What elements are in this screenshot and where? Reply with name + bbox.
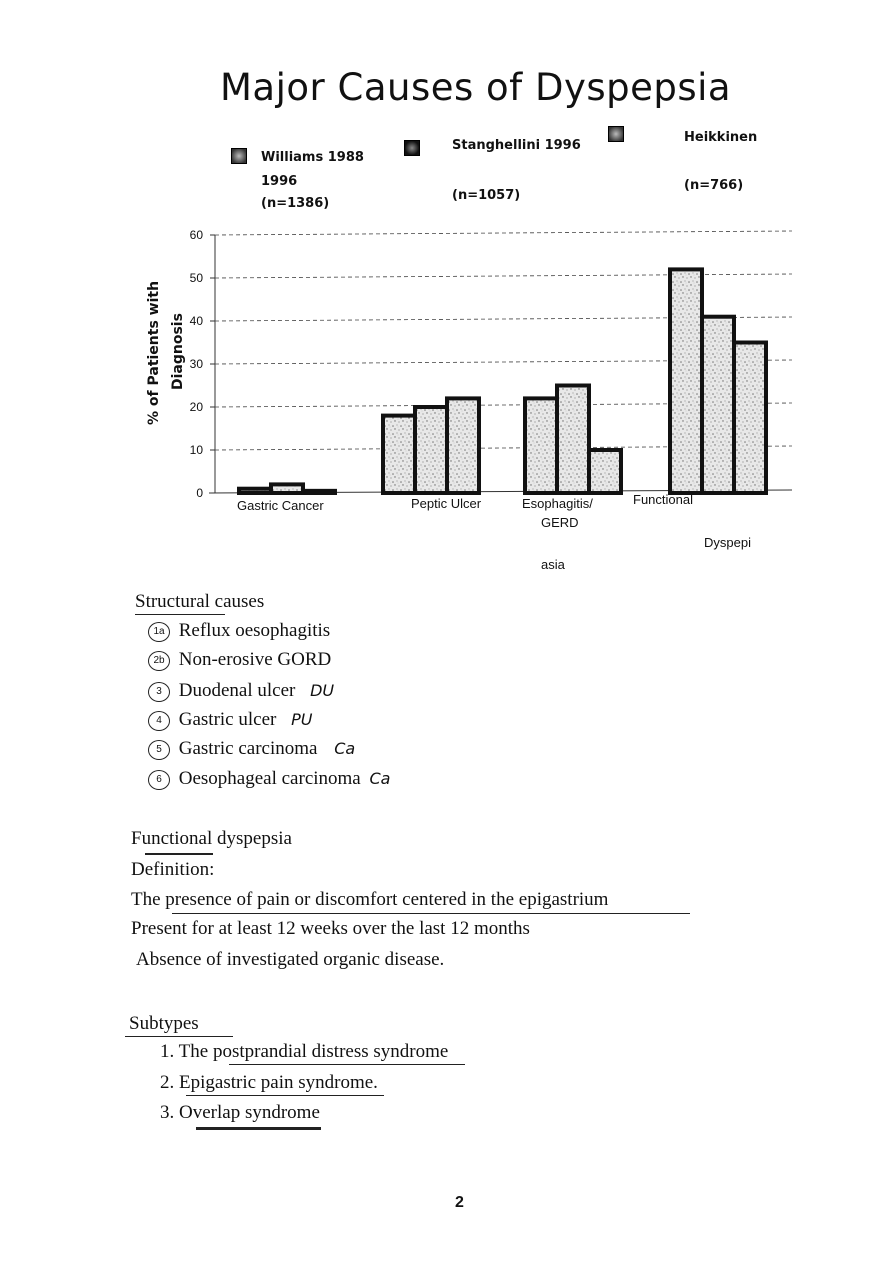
subtype-item-1: 1. The postprandial distress syndrome — [160, 1041, 449, 1062]
x-tick-esophagitis: Esophagitis/ — [522, 496, 593, 511]
item-number-icon: 1a — [148, 622, 170, 642]
legend-williams-name: Williams 1988 — [261, 150, 364, 165]
structural-item-1 — [148, 620, 330, 642]
structural-item-text: Reflux oesophagitis — [178, 620, 331, 641]
structural-item-6 — [148, 768, 390, 790]
structural-item-5 — [148, 738, 355, 760]
x-tick-gerd: GERD — [541, 515, 579, 530]
structural-item-text: Non-erosive GORD — [178, 649, 332, 670]
y-tick-label: 30 — [189, 357, 203, 371]
y-tick-label: 20 — [189, 400, 203, 414]
structural-item-3 — [148, 680, 334, 702]
structural-item-text: Oesophageal carcinoma — [178, 768, 361, 789]
chart-title: Major Causes of Dyspepsia — [220, 66, 732, 109]
x-tick-peptic-ulcer: Peptic Ulcer — [411, 496, 482, 511]
item-number-icon: 6 — [148, 770, 170, 790]
subtype-item-2-underline — [186, 1095, 384, 1096]
legend-williams-n: (n=1386) — [261, 196, 330, 211]
gridline — [215, 274, 792, 278]
bar-heikkinen-1996-0 — [303, 491, 335, 493]
bar-williams-1988-3 — [670, 269, 702, 493]
structural-item-text: Gastric ulcer — [178, 709, 277, 730]
bar-heikkinen-1996-1 — [447, 398, 479, 493]
bar-williams-1988-2 — [525, 398, 557, 493]
handwritten-note: Ca — [369, 769, 391, 788]
y-tick-label: 60 — [189, 228, 203, 242]
page-number: 2 — [455, 1194, 464, 1211]
legend-stanghellini-name: Stanghellini 1996 — [452, 138, 581, 153]
legend-heikkinen-name: Heikkinen — [684, 130, 758, 145]
x-tick-dyspepi: Dyspepi — [704, 535, 751, 550]
bar-stanghellini-1996-3 — [702, 317, 734, 493]
y-tick-label: 40 — [189, 314, 203, 328]
structural-item-2 — [148, 649, 331, 671]
y-tick-label: 10 — [189, 443, 203, 457]
subtype-item-3-underline — [196, 1127, 321, 1130]
y-tick-label: 50 — [189, 271, 203, 285]
definition-line-1-underline — [172, 913, 690, 914]
item-number-icon: 4 — [148, 711, 170, 731]
bar-stanghellini-1996-2 — [557, 386, 589, 494]
definition-line-1: The presence of pain or discomfort centered in the epigastrium — [131, 889, 609, 910]
structural-item-4 — [148, 709, 312, 731]
x-tick-functional: Functional — [633, 492, 693, 507]
structural-heading: Structural causes — [135, 591, 265, 612]
legend-williams-year: 1996 — [261, 174, 298, 189]
handwritten-note: DU — [310, 681, 335, 700]
bar-stanghellini-1996-0 — [271, 484, 303, 493]
definition-line-3: Absence of investigated organic disease. — [136, 949, 445, 970]
definition-line-2: Present for at least 12 weeks over the last 12 months — [131, 918, 530, 939]
y-tick-label: 0 — [196, 486, 203, 500]
structural-heading-underline — [135, 614, 225, 615]
legend-heikkinen-n: (n=766) — [684, 178, 744, 193]
structural-item-text: Gastric carcinoma — [178, 738, 318, 759]
x-tick-gastric-cancer: Gastric Cancer — [237, 498, 324, 513]
definition-label: Definition: — [131, 859, 215, 880]
item-number-icon: 5 — [148, 740, 170, 760]
handwritten-note: Ca — [334, 739, 356, 758]
subtype-item-1-underline — [229, 1064, 465, 1065]
bar-heikkinen-1996-3 — [734, 343, 766, 494]
handwritten-note: PU — [291, 710, 313, 729]
gridline — [215, 231, 792, 235]
bar-stanghellini-1996-1 — [415, 407, 447, 493]
structural-item-text: Duodenal ulcer — [178, 680, 296, 701]
functional-heading-underline — [145, 853, 213, 855]
item-number-icon: 3 — [148, 682, 170, 702]
subtypes-heading: Subtypes — [129, 1013, 199, 1034]
x-tick-asia: asia — [541, 557, 565, 572]
y-axis-label-line2: Diagnosis — [170, 313, 186, 390]
item-number-icon: 2b — [148, 651, 170, 671]
subtype-item-2: 2. Epigastric pain syndrome. — [160, 1072, 378, 1093]
subtypes-heading-underline — [125, 1036, 233, 1037]
legend-stanghellini-n: (n=1057) — [452, 188, 521, 203]
bar-williams-1988-0 — [239, 489, 271, 493]
bar-heikkinen-1996-2 — [589, 450, 621, 493]
bar-williams-1988-1 — [383, 416, 415, 493]
functional-heading: Functional dyspepsia — [131, 828, 292, 849]
subtype-item-3: 3. Overlap syndrome — [160, 1102, 320, 1123]
y-axis-label-line1: % of Patients with — [146, 280, 162, 425]
